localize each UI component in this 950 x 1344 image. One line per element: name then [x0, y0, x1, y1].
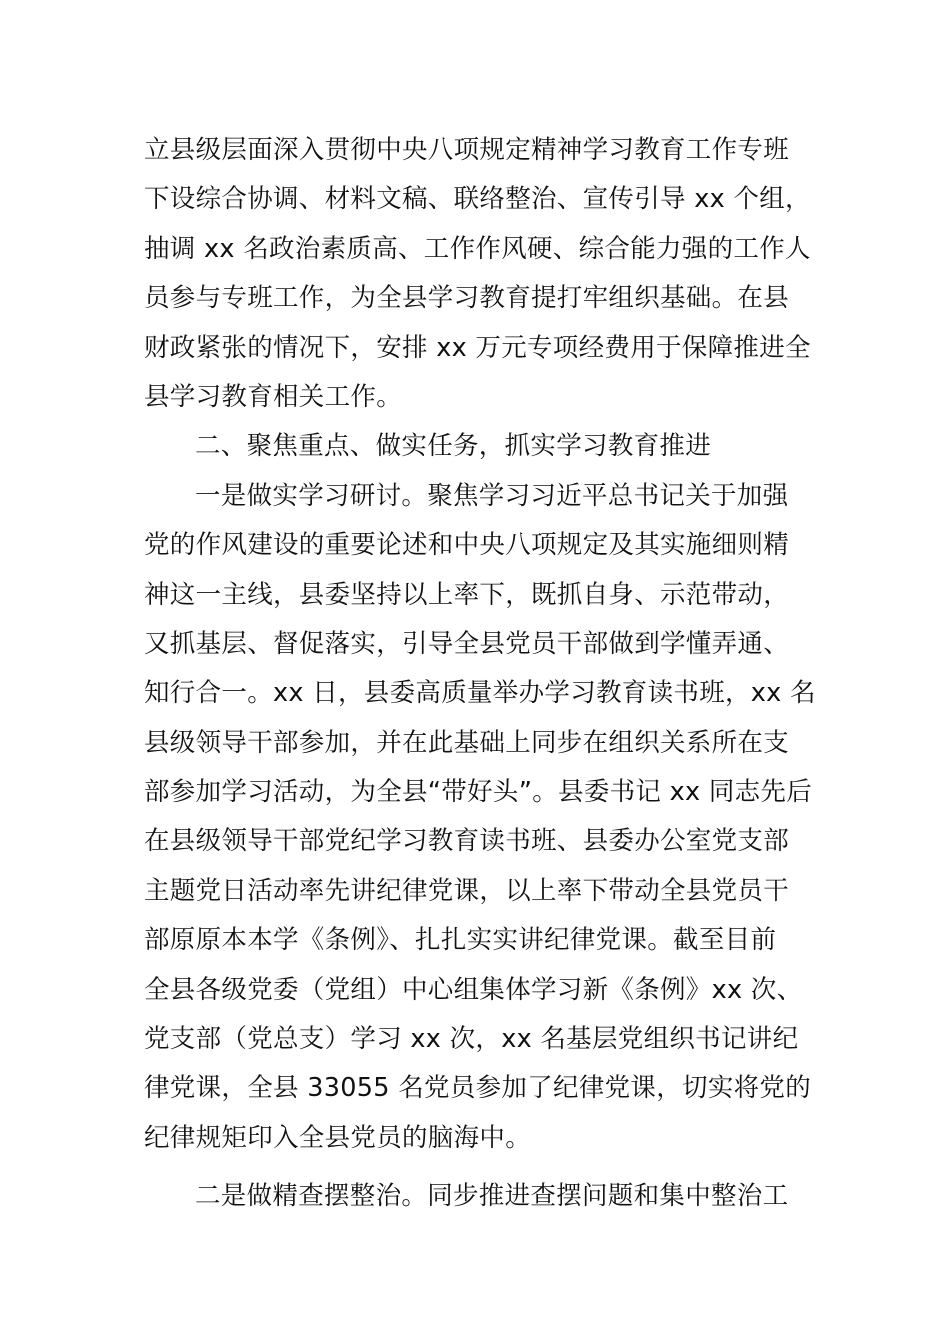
section-heading: 二、聚焦重点、做实任务，抓实学习教育推进 [195, 431, 712, 462]
text-line-17: 部原原本本学《条例》、扎扎实实讲纪律党课。截至目前 [144, 925, 777, 956]
paragraph-start-2: 二是做精查摆整治。同步推进查摆问题和集中整治工 [195, 1181, 789, 1212]
text-line-10: 神这一主线，县委坚持以上率下，既抓自身、示范带动， [144, 579, 790, 610]
text-line-21: 纪律规矩印入全县党员的脑海中。 [144, 1122, 532, 1153]
text-line-3: 抽调 xx 名政治素质高、工作作风硬、综合能力强的工作人 [144, 233, 811, 264]
text-line-13: 县级领导干部参加，并在此基础上同步在组织关系所在支 [144, 727, 790, 758]
text-line-19: 党支部（党总支）学习 xx 次，xx 名基层党组织书记讲纪 [144, 1024, 799, 1055]
text-line-2: 下设综合协调、材料文稿、联络整治、宣传引导 xx 个组， [144, 184, 811, 215]
text-line-12: 知行合一。xx 日，县委高质量举办学习教育读书班，xx 名 [144, 678, 816, 709]
text-line-9: 党的作风建设的重要论述和中央八项规定及其实施细则精 [144, 530, 790, 561]
text-line-6: 县学习教育相关工作。 [144, 381, 403, 412]
text-line-11: 又抓基层、督促落实，引导全县党员干部做到学懂弄通、 [144, 628, 790, 659]
text-line-20: 律党课，全县 33055 名党员参加了纪律党课，切实将党的 [144, 1073, 812, 1104]
text-line-18: 全县各级党委（党组）中心组集体学习新《条例》xx 次、 [144, 974, 803, 1005]
document-body [144, 126, 816, 1222]
text-line-16: 主题党日活动率先讲纪律党课，以上率下带动全县党员干 [144, 875, 790, 906]
paragraph-start-1: 一是做实学习研讨。聚焦学习习近平总书记关于加强 [195, 480, 789, 511]
text-line-1: 立县级层面深入贯彻中央八项规定精神学习教育工作专班 [144, 135, 790, 165]
text-line-14: 部参加学习活动，为全县“带好头”。县委书记 xx 同志先后 [144, 777, 813, 808]
text-line-15: 在县级领导干部党纪学习教育读书班、县委办公室党支部 [144, 826, 790, 857]
text-line-5: 财政紧张的情况下，安排 xx 万元专项经费用于保障推进全 [144, 332, 811, 363]
text-line-4: 员参与专班工作，为全县学习教育提打牢组织基础。在县 [144, 283, 790, 314]
